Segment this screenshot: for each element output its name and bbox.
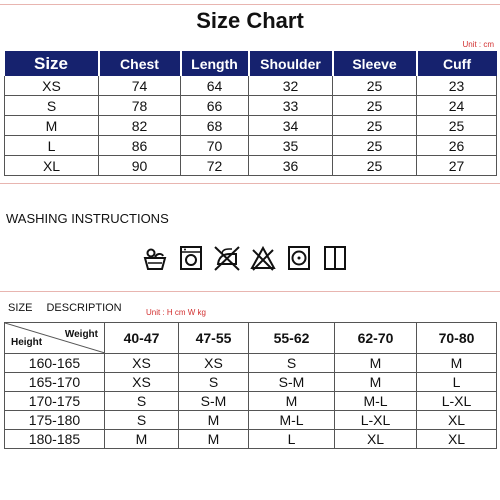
table-cell: 25 (333, 136, 417, 156)
table-cell: S (105, 411, 179, 430)
weight-header: 40-47 (105, 323, 179, 354)
table-cell: M (335, 373, 417, 392)
table-cell: L (249, 430, 335, 449)
unit-note: Unit : cm (462, 40, 494, 49)
table-cell: 66 (181, 96, 249, 116)
table-cell: M (417, 354, 497, 373)
hand-wash-icon (142, 244, 168, 272)
line-dry-icon (322, 244, 348, 272)
table-row (5, 430, 497, 449)
height-cell: 160-165 (5, 354, 105, 373)
table-cell: M (179, 430, 249, 449)
tumble-dry-icon (286, 244, 312, 272)
size-description-header-row (5, 323, 497, 354)
height-cell: 175-180 (5, 411, 105, 430)
table-cell: S (105, 392, 179, 411)
weight-header: 55-62 (249, 323, 335, 354)
table-cell: 82 (99, 116, 181, 136)
table-cell: 32 (249, 76, 333, 96)
size-chart-header-row (5, 51, 497, 76)
header-chest: Chest (99, 51, 181, 76)
table-cell: L-XL (335, 411, 417, 430)
table-cell: 90 (99, 156, 181, 176)
table-cell: L (417, 373, 497, 392)
table-cell: 25 (333, 96, 417, 116)
table-cell: XL (417, 430, 497, 449)
size-description-label (8, 302, 122, 314)
table-row (5, 76, 497, 96)
weight-label: Weight (64, 329, 98, 340)
height-label: Height (11, 337, 43, 348)
table-cell: XS (179, 354, 249, 373)
table-cell: M (335, 354, 417, 373)
table-cell: M (5, 116, 99, 136)
table-cell: XS (5, 76, 99, 96)
size-description-unit-note: Unit : H cm W kg (146, 308, 207, 317)
table-cell: M (179, 411, 249, 430)
table-row (5, 96, 497, 116)
table-cell: XS (105, 373, 179, 392)
table-row (5, 354, 497, 373)
page-title: Size Chart (196, 8, 304, 33)
table-cell: 64 (181, 76, 249, 96)
table-cell: 34 (249, 116, 333, 136)
table-cell: XS (105, 354, 179, 373)
size-description-table (4, 322, 497, 449)
size-chart-table (4, 51, 497, 176)
table-cell: S (5, 96, 99, 116)
table-cell: 25 (417, 116, 497, 136)
table-cell: 68 (181, 116, 249, 136)
weight-height-corner-cell (5, 323, 105, 354)
weight-header: 70-80 (417, 323, 497, 354)
table-cell: S (249, 354, 335, 373)
header-shoulder: Shoulder (249, 51, 333, 76)
header-sleeve: Sleeve (333, 51, 417, 76)
table-cell: S (179, 373, 249, 392)
table-cell: 25 (333, 76, 417, 96)
table-row (5, 392, 497, 411)
table-cell: 23 (417, 76, 497, 96)
table-cell: 86 (99, 136, 181, 156)
table-row (5, 116, 497, 136)
table-cell: XL (5, 156, 99, 176)
table-cell: 24 (417, 96, 497, 116)
table-cell: 36 (249, 156, 333, 176)
table-cell: 70 (181, 136, 249, 156)
header-cuff: Cuff (417, 51, 497, 76)
table-cell: 26 (417, 136, 497, 156)
table-cell: XL (335, 430, 417, 449)
header-length: Length (181, 51, 249, 76)
table-cell: 25 (333, 116, 417, 136)
table-cell: 33 (249, 96, 333, 116)
divider-top (0, 4, 500, 5)
table-cell: 72 (181, 156, 249, 176)
table-cell: XL (417, 411, 497, 430)
table-cell: 35 (249, 136, 333, 156)
washing-icons (142, 244, 348, 272)
washing-title: WASHING INSTRUCTIONS (6, 211, 169, 226)
table-cell: 78 (99, 96, 181, 116)
table-cell: S-M (179, 392, 249, 411)
height-cell: 170-175 (5, 392, 105, 411)
table-cell: S-M (249, 373, 335, 392)
table-row (5, 411, 497, 430)
table-cell: M (249, 392, 335, 411)
divider-lower (0, 291, 500, 292)
height-cell: 180-185 (5, 430, 105, 449)
table-cell: M-L (335, 392, 417, 411)
do-not-iron-icon (214, 244, 240, 272)
table-row (5, 156, 497, 176)
table-row (5, 136, 497, 156)
weight-header: 47-55 (179, 323, 249, 354)
machine-wash-icon (178, 244, 204, 272)
table-row (5, 373, 497, 392)
table-cell: 27 (417, 156, 497, 176)
height-cell: 165-170 (5, 373, 105, 392)
divider-middle (0, 183, 500, 184)
table-cell: M (105, 430, 179, 449)
table-cell: M-L (249, 411, 335, 430)
size-description-label-left: SIZE (8, 302, 33, 314)
weight-header: 62-70 (335, 323, 417, 354)
header-size: Size (5, 51, 99, 76)
table-cell: L (5, 136, 99, 156)
do-not-bleach-icon (250, 244, 276, 272)
table-cell: 74 (99, 76, 181, 96)
size-description-label-right: DESCRIPTION (46, 302, 122, 314)
table-cell: L-XL (417, 392, 497, 411)
table-cell: 25 (333, 156, 417, 176)
